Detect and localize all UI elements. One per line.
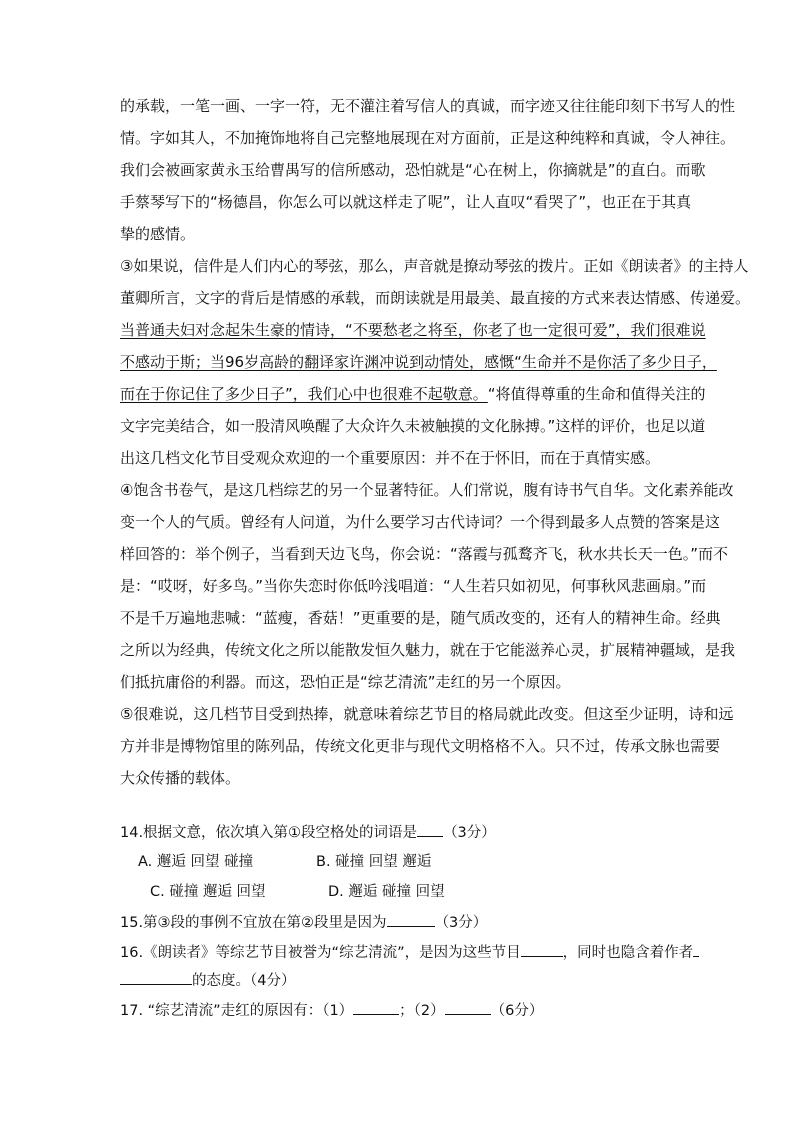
passage-line: 文字完美结合，如一股清风唤醒了大众许久未被触摸的文化脉搏。”这样的评价，也足以道 [120, 417, 706, 435]
question-text: 17. “综艺清流”走红的原因有：（1） [120, 1003, 354, 1019]
passage-line: 情。字如其人，不加掩饰地将自己完整地展现在对方面前，正是这种纯粹和真诚，令人神往。 [120, 129, 736, 147]
answer-blank[interactable] [521, 942, 563, 957]
option-d: D. 邂逅 碰撞 回望 [328, 884, 445, 900]
passage-line: 挚的感情。 [120, 225, 196, 243]
question-14 [120, 822, 700, 843]
paragraph-3-start: ③如果说，信件是人们内心的琴弦，那么，声音就是撩动琴弦的拨片。正如《朗读者》的主持人 [120, 257, 749, 275]
underlined-example: 当普通夫妇对念起朱生豪的情诗，“不要愁老之将至，你老了也一定很可爱”，我们很难说 [120, 321, 706, 339]
question-text: ；（2） [399, 1003, 445, 1019]
question-score: （3分） [443, 825, 496, 841]
passage-line: 们抵抗庸俗的利器。而这，恐怕正是“综艺清流”走红的另一个原因。 [120, 673, 571, 691]
passage-line: 不是千万遍地悲喊：“蓝瘦，香菇！”更重要的是，随气质改变的，还有人的精神生命。经典 [120, 609, 721, 627]
answer-blank[interactable] [417, 822, 443, 837]
answer-blank[interactable] [353, 1000, 399, 1015]
passage-line: 的承载，一笔一画、一字一符，无不灌注着写信人的真诚，而字迹又往往能印刻下书写人的性 [120, 97, 736, 115]
question-score: （6分） [490, 1003, 544, 1019]
question-15 [120, 912, 700, 933]
passage-line: 之所以为经典，传统文化之所以能散发恒久魅力，就在于它能滋养心灵，扩展精神疆域，是我 [120, 641, 736, 659]
question-16 [120, 942, 700, 963]
passage-line: 样回答的：举个例子，当看到天边飞鸟，你会说：“落霞与孤鹜齐飞，秋水共长天一色。”而不 [120, 545, 729, 563]
passage-line: 大众传播的载体。 [120, 769, 241, 787]
option-a: A. 邂逅 回望 碰撞 [138, 854, 254, 870]
passage-line: 出这几档文化节目受观众欢迎的一个重要原因：并不在于怀旧，而在于真情实感。 [120, 449, 661, 467]
paragraph-5-start: ⑤很难说，这几档节目受到热捧，就意味着综艺节目的格局就此改变。但这至少证明，诗和远 [120, 705, 734, 723]
question-text: ，同时也隐含着作者 [562, 945, 694, 961]
answer-blank[interactable] [120, 970, 192, 985]
passage-line: 董卿所言，文字的背后是情感的承载，而朗读就是用最美、最直接的方式来表达情感、传递爱。 [120, 289, 751, 307]
question-score: （3分） [434, 915, 488, 931]
passage-line: 变一个人的气质。曾经有人问道，为什么要学习古代诗词？一个得到最多人点赞的答案是这 [120, 513, 721, 531]
paragraph-4-start: ④饱含书卷气，是这几档综艺的另一个显著特征。人们常说，腹有诗书气自华。文化素养能改 [120, 481, 734, 499]
question-text: 15.第③段的事例不宜放在第②段里是因为 [120, 915, 387, 931]
passage-line [120, 384, 706, 404]
answer-blank[interactable] [387, 912, 435, 927]
option-c: C. 碰撞 邂逅 回望 [150, 884, 266, 900]
passage-line: 方并非是博物馆里的陈列品，传统文化更非与现代文明格格不入。只不过，传承文脉也需要 [120, 737, 721, 755]
underlined-example: 不感动于斯；当96岁高龄的翻译家许渊冲说到动情处，感慨“生命并不是你活了多少日子， [120, 353, 717, 371]
question-17 [120, 1000, 700, 1021]
passage-line: 手蔡琴写下的“杨德昌，你怎么可以就这样走了呢”，让人直叹“看哭了”，也正在于其真 [120, 193, 692, 211]
answer-blank[interactable] [445, 1000, 491, 1015]
underlined-example: 而在于你记住了多少日子”，我们心中也很难不起敬意。 [120, 385, 488, 403]
question-text: 14.根据文意，依次填入第①段空格处的词语是 [120, 825, 418, 841]
question-score: 的态度。（4分） [192, 973, 296, 989]
passage-line: 我们会被画家黄永玉给曹禺写的信所感动，恐怕就是“心在树上，你摘就是”的直白。而歌 [120, 161, 706, 179]
question-text: 16.《朗读者》等综艺节目被誉为“综艺清流”，是因为这些节目 [120, 945, 521, 961]
option-b: B. 碰撞 回望 邂逅 [316, 854, 432, 870]
answer-blank[interactable] [693, 942, 699, 957]
passage-line: 是：“哎呀，好多鸟。”当你失恋时你低吟浅唱道：“人生若只如初见，何事秋风悲画扇。”而 [120, 577, 707, 595]
question-16-cont [120, 970, 700, 991]
passage-text: “将值得尊重的生命和值得关注的 [487, 385, 706, 403]
